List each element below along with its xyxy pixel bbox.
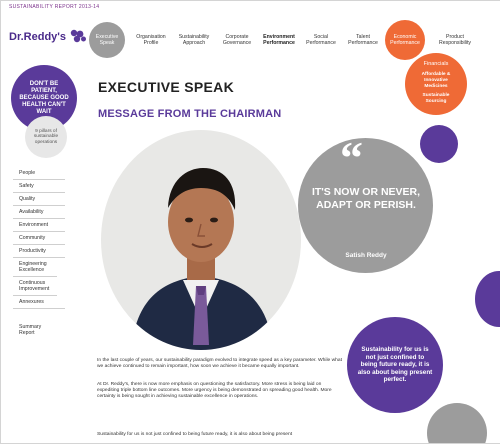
sidebar-item-summary-report[interactable]: Summary Report [19, 324, 42, 336]
sidebar-item-quality[interactable]: Quality [13, 193, 65, 206]
sidebar-item-community[interactable]: Community [13, 232, 65, 245]
financials-submenu [405, 53, 467, 115]
nav-sustainability-approach[interactable]: Sustainability Approach [178, 34, 210, 46]
logo-mark-icon [69, 29, 87, 43]
nav-social-performance[interactable]: Social Performance [306, 34, 336, 46]
pillars-sidebar [13, 167, 65, 339]
chairman-portrait-illustration [101, 130, 301, 350]
body-paragraph-2: At Dr. Reddy's, there is now more emphasis on questioning the satisfactory. More stress is being laid on expediting triple bottom line outcomes. More urgency is being demonstrated on spreading good health. More certainty is being sought in achieving sustainable excellence in operations. [97, 382, 332, 399]
brand-logo[interactable]: Dr.Reddy's [9, 31, 67, 43]
financials-title[interactable]: Financials [423, 61, 449, 67]
quote-author: Satish Reddy [345, 252, 387, 259]
sustainability-callout: Sustainability for us is not just confined to being future ready, it is also about being present perfect. [347, 317, 443, 413]
sidebar-item-people[interactable]: People [13, 167, 65, 180]
nav-economic-performance[interactable]: Economic Performance [385, 20, 425, 60]
sidebar-item-productivity[interactable]: Productivity [13, 245, 65, 258]
financials-affordable-medicines[interactable]: Affordable & Innovative Medicines [421, 72, 451, 89]
top-bar [1, 1, 500, 15]
nav-product-responsibility[interactable]: Product Responsibility [438, 34, 471, 46]
sidebar-item-continuous-improvement[interactable]: Continuous Improvement [13, 277, 57, 296]
decorative-grey-dot [427, 403, 487, 444]
sidebar-item-safety[interactable]: Safety [13, 180, 65, 193]
sidebar-item-engineering-excellence[interactable]: Engineering Excellence [13, 258, 57, 277]
nav-talent-performance[interactable]: Talent Performance [348, 34, 378, 46]
nav-organisation-profile[interactable]: Organisation Profile [136, 34, 166, 46]
chairman-photo [101, 130, 301, 350]
quote-marks-icon: “ [340, 132, 363, 183]
decorative-purple-dot-right [475, 271, 500, 327]
main-nav [87, 23, 500, 57]
chairman-quote: IT'S NOW OR NEVER, ADAPT OR PERISH. [311, 186, 421, 211]
decorative-purple-dot [420, 125, 458, 163]
sidebar-item-annexures[interactable]: Annexures [13, 296, 65, 309]
section-title: MESSAGE FROM THE CHAIRMAN [98, 108, 282, 120]
nav-corporate-governance[interactable]: Corporate Governance [222, 34, 252, 46]
report-title: SUSTAINABILITY REPORT 2013-14 [9, 4, 100, 10]
page-title: EXECUTIVE SPEAK [98, 79, 234, 95]
dont-be-patient-badge: DON'T BE PATIENT, BECAUSE GOOD HEALTH CAN'T WAIT [11, 65, 77, 131]
nav-executive-speak[interactable]: Executive Speak [89, 22, 125, 58]
body-paragraph-1: In the last couple of years, our sustainability paradigm evolved to integrate speed as a key parameter. While what we achieve continued to remain important, how soon we achieve it became equally important. [97, 358, 342, 369]
financials-sustainable-sourcing[interactable]: Sustainable Sourcing [422, 93, 450, 104]
nav-environment-performance[interactable]: Environment Performance [263, 34, 295, 46]
sidebar-item-availability[interactable]: Availability [13, 206, 65, 219]
body-paragraph-3: Sustainability for us is not just confined to being future ready, it is also about being present [97, 432, 293, 437]
pillars-badge[interactable]: 9 pillars of sustainable operations [25, 116, 67, 158]
sidebar-item-environment[interactable]: Environment [13, 219, 65, 232]
